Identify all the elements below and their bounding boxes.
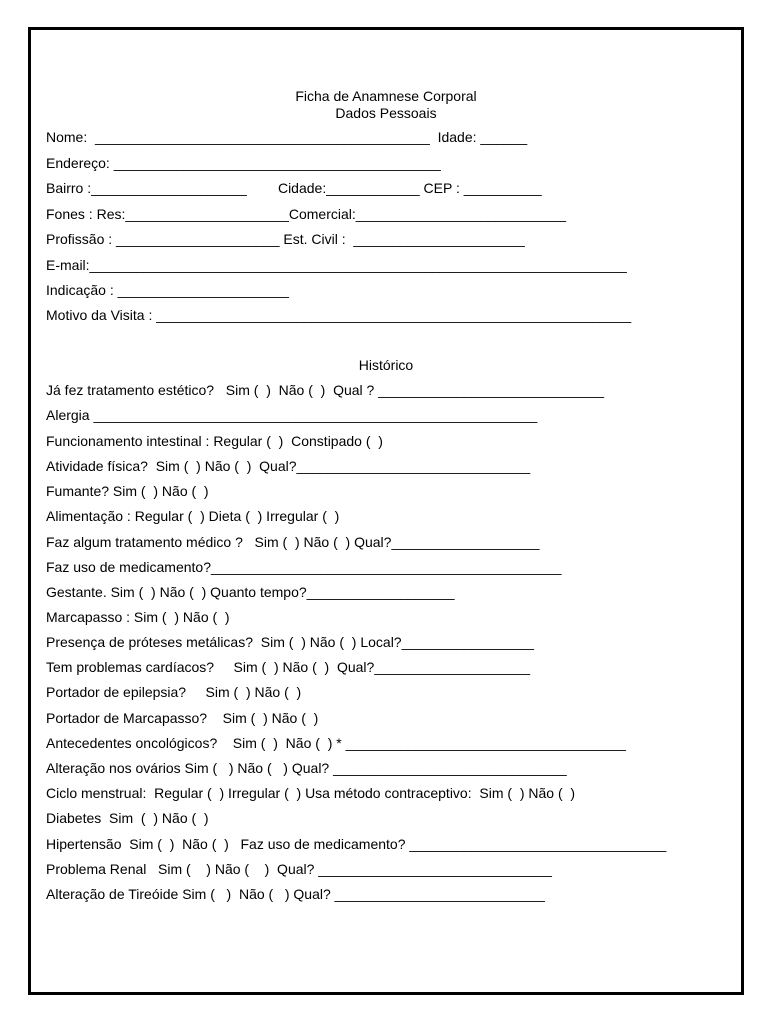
field-nome-idade[interactable]: Nome: ___________________________________________ Idade: ______ — [46, 129, 528, 145]
history-oncologicos[interactable]: Antecedentes oncológicos? Sim ( ) Não ( ) * ____________________________________ — [46, 735, 626, 751]
history-medicamento[interactable]: Faz uso de medicamento?_____________________________________________ — [46, 559, 562, 575]
field-indicacao[interactable]: Indicação : ______________________ — [46, 282, 289, 298]
history-ovarios[interactable]: Alteração nos ovários Sim ( ) Não ( ) Qual? ______________________________ — [46, 760, 567, 776]
history-alimentacao[interactable]: Alimentação : Regular ( ) Dieta ( ) Irregular ( ) — [46, 508, 340, 524]
history-epilepsia[interactable]: Portador de epilepsia? Sim ( ) Não ( ) — [46, 684, 302, 700]
history-cardiacos[interactable]: Tem problemas cardíacos? Sim ( ) Não ( ) Qual?____________________ — [46, 659, 531, 675]
history-tireoide[interactable]: Alteração de Tireóide Sim ( ) Não ( ) Qual? ___________________________ — [46, 886, 545, 902]
history-gestante[interactable]: Gestante. Sim ( ) Não ( ) Quanto tempo?___________________ — [46, 584, 455, 600]
history-diabetes[interactable]: Diabetes Sim ( ) Não ( ) — [46, 810, 209, 826]
history-marcapasso[interactable]: Marcapasso : Sim ( ) Não ( ) — [46, 609, 230, 625]
field-motivo-visita[interactable]: Motivo da Visita : _____________________________________________________________ — [46, 307, 632, 323]
history-portador-marcapasso[interactable]: Portador de Marcapasso? Sim ( ) Não ( ) — [46, 710, 319, 726]
field-profissao-estado-civil[interactable]: Profissão : _____________________ Est. Civil : ______________________ — [46, 231, 525, 247]
history-renal[interactable]: Problema Renal Sim ( ) Não ( ) Qual? ______________________________ — [46, 861, 552, 877]
form-title: Ficha de Anamnese Corporal — [295, 88, 477, 104]
history-fumante[interactable]: Fumante? Sim ( ) Não ( ) — [46, 483, 209, 499]
section-history-heading: Histórico — [358, 357, 414, 373]
history-tratamento-medico[interactable]: Faz algum tratamento médico ? Sim ( ) Não ( ) Qual?___________________ — [46, 534, 540, 550]
history-alergia[interactable]: Alergia _________________________________________________________ — [46, 407, 538, 423]
field-endereco[interactable]: Endereço: __________________________________________ — [46, 155, 441, 171]
history-ciclo-menstrual[interactable]: Ciclo menstrual: Regular ( ) Irregular ( ) Usa método contraceptivo: Sim ( ) Não ( ) — [46, 785, 576, 801]
history-proteses[interactable]: Presença de próteses metálicas? Sim ( ) Não ( ) Local?_________________ — [46, 634, 534, 650]
section-personal-heading: Dados Pessoais — [335, 105, 437, 121]
history-intestinal[interactable]: Funcionamento intestinal : Regular ( ) Constipado ( ) — [46, 433, 383, 449]
field-fones[interactable]: Fones : Res:_____________________Comercial:___________________________ — [46, 206, 567, 222]
history-atividade-fisica[interactable]: Atividade física? Sim ( ) Não ( ) Qual?______________________________ — [46, 458, 531, 474]
field-bairro-cidade-cep[interactable]: Bairro :____________________ Cidade:____________ CEP : __________ — [46, 180, 542, 196]
history-hipertensao[interactable]: Hipertensão Sim ( ) Não ( ) Faz uso de medicamento? _________________________________ — [46, 836, 667, 852]
anamnesis-form-page — [28, 27, 744, 995]
history-tratamento-estetico[interactable]: Já fez tratamento estético? Sim ( ) Não ( ) Qual ? _____________________________ — [46, 382, 605, 398]
field-email[interactable]: E-mail:_____________________________________________________________________ — [46, 257, 627, 273]
